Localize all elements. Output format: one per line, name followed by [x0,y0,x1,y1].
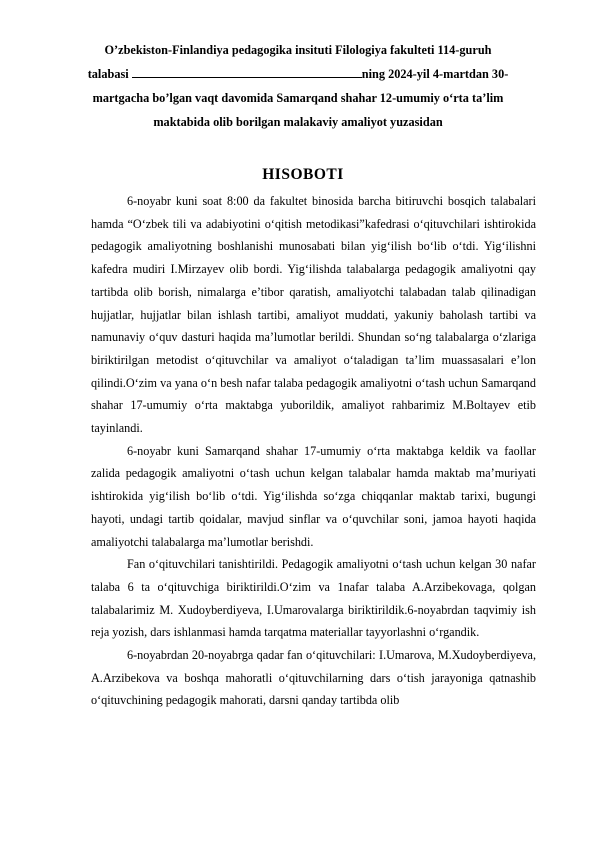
header-line-2-start: talabasi [87,67,132,81]
report-title: HISOBOTI [262,166,344,183]
header-line-2 [60,62,536,86]
report-body [91,190,536,712]
paragraph-3: Fan o‘qituvchilari tanishtirildi. Pedagogik amaliyotni o‘tash uchun kelgan 30 nafar talaba 6 ta o‘qituvchiga biriktirildi.O‘zim va 1nafar talaba A.Arzibekovaga, qolgan talabalarimiz M. Xudoyberdiyeva, I.Umarovalarga biriktirildik.6-noyabrdan taqvimiy ish reja yozish, dars ishlanmasi hamda tarqatma materiallar tayyorlashni o‘rgandik. [91,557,536,640]
header-line-1: O’zbekiston-Finlandiya pedagogika insituti Filologiya fakulteti 114-guruh [104,43,492,57]
header-line-3: martgacha bo’lgan vaqt davomida Samarqand shahar 12-umumiy o‘rta ta’lim [92,91,504,105]
paragraph-4: 6-noyabrdan 20-noyabrga qadar fan o‘qituvchilari: I.Umarova, M.Xudoyberdiyeva, A.Arzibekova va boshqa mahoratli o‘qituvchilarning dars o‘tish jarayoniga qatnashib o‘qituvchining pedagogik mahorati, darsni qanday tartibda olib [91,648,536,708]
header-line-2-end: ning 2024-yil 4-martdan 30- [361,67,509,81]
report-header [60,38,536,134]
paragraph-2: 6-noyabr kuni Samarqand shahar 17-umumiy o‘rta maktabga keldik va faollar zalida pedagogik amaliyotni o‘tash uchun kelgan talabalar hamda maktab ma’muriyati ishtirokida yig‘ilish bo‘lib o‘tdi. Yig‘ilishda so‘zga chiqqanlar maktab tarixi, bugungi hayoti, undagi tartib qoidalar, mavjud sinflar va o‘quvchilar soni, jamoa hayoti haqida amaliyotchi talabalarga ma’lumotlar berishdi. [91,443,536,549]
name-blank-line [132,66,362,78]
paragraph-1: 6-noyabr kuni soat 8:00 da fakultet binosida barcha bitiruvchi bosqich talabalari hamda “O‘zbek tili va adabiyotini o‘qitish metodikasi”kafedrasi o‘qituvchilari ishtirokida pedagogik amaliyotning boshlanishi munosabati bilan yig‘ilish bo‘lib o‘tdi. Yig‘ilishni kafedra mudiri I.Mirzayev olib bordi. Yig‘ilishda talabalarga pedagogik amaliyotni qay tartibda olib borish, nimalarga e’tibor qaratish, amaliyotchi talabadan talab qilinadigan hujjatlar, hujjatlar bilan ishlash tartibi, amaliyot muddati, yakuniy baholash tartibi va namunaviy o‘quv dasturi haqida ma’lumotlar berildi. Shundan so‘ng talabalarga o‘zlariga biriktirilgan metodist o‘qituvchilar va amaliyot o‘taladigan ta’lim muassasalari e’lon qilindi.O‘zim va yana o‘n besh nafar talaba pedagogik amaliyotni o‘tash uchun Samarqand shahar 17-umumiy o‘rta maktabga yuborildik, amaliyot rahbarimiz M.Boltayev etib tayinlandi. [91,194,536,436]
header-line-4: maktabida olib borilgan malakaviy amaliyot yuzasidan [153,115,443,129]
